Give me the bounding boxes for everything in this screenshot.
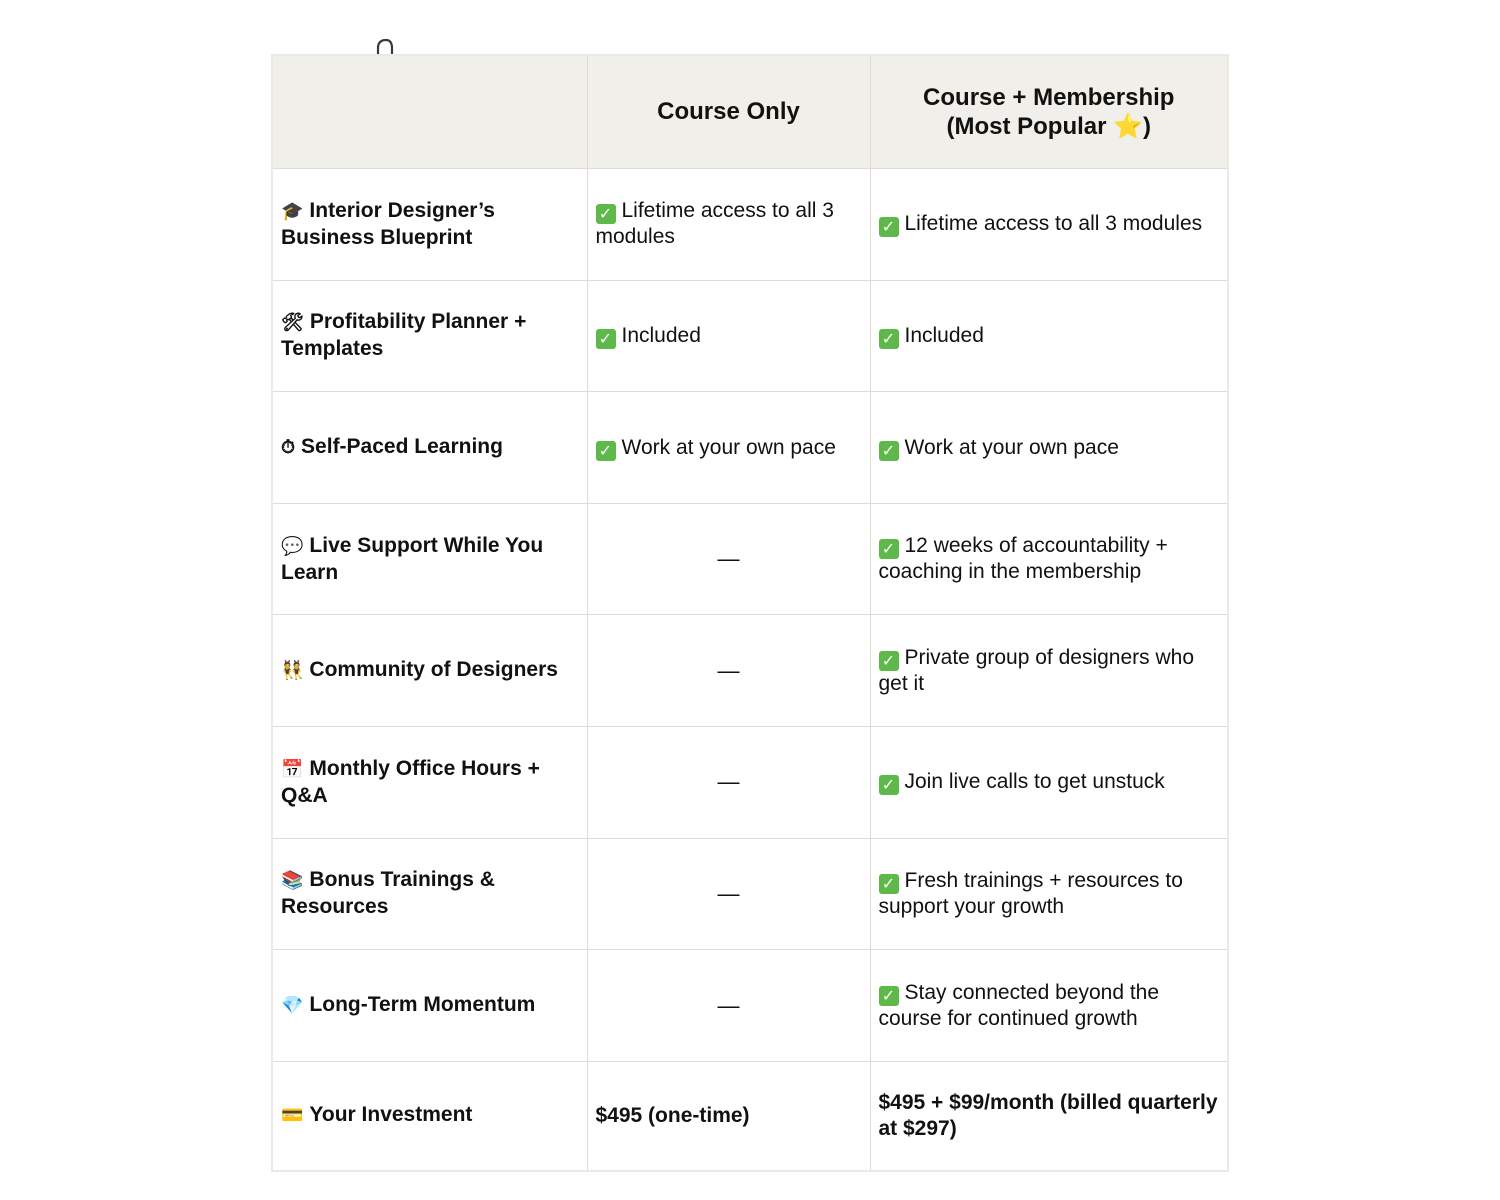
header-most-popular-pre: (Most Popular xyxy=(946,112,1114,140)
checkmark-icon: ✓ xyxy=(879,651,899,671)
feature-label: Community of Designers xyxy=(309,658,558,682)
table-header-row xyxy=(273,56,1227,169)
course-only-cell xyxy=(587,280,870,392)
feature-label: Long-Term Momentum xyxy=(309,993,536,1017)
feature-cell xyxy=(273,280,587,392)
header-course-membership-title: Course + Membership xyxy=(923,83,1175,111)
not-included-dash: — xyxy=(717,880,740,906)
membership-text: 12 weeks of accountability + coaching in the membership xyxy=(878,534,1168,584)
checkmark-icon: ✓ xyxy=(596,441,616,461)
feature-cell xyxy=(273,1061,587,1170)
course-only-cell xyxy=(587,392,870,504)
checkmark-icon: ✓ xyxy=(596,329,616,349)
feature-cell xyxy=(273,727,587,839)
checkmark-icon: ✓ xyxy=(879,217,899,237)
membership-cell xyxy=(870,503,1227,615)
credit-card-icon: 💳 xyxy=(281,1105,304,1127)
feature-label: Profitability Planner + Templates xyxy=(281,310,527,361)
course-only-text: Lifetime access to all 3 modules xyxy=(595,199,834,249)
speech-bubble-icon: 💬 xyxy=(281,535,304,557)
feature-cell xyxy=(273,392,587,504)
membership-cell xyxy=(870,280,1227,392)
course-only-cell xyxy=(587,169,870,281)
tools-icon: 🛠 xyxy=(281,312,304,334)
table-row xyxy=(273,169,1227,281)
course-only-cell xyxy=(587,838,870,950)
feature-label: Your Investment xyxy=(309,1103,473,1127)
feature-cell xyxy=(273,838,587,950)
graduation-cap-icon: 🎓 xyxy=(281,200,304,222)
feature-label: Self-Paced Learning xyxy=(301,435,503,459)
membership-text: Work at your own pace xyxy=(904,435,1119,459)
checkmark-icon: ✓ xyxy=(879,986,899,1006)
course-only-text: Work at your own pace xyxy=(621,435,836,459)
header-course-only: Course Only xyxy=(587,56,870,169)
gem-icon: 💎 xyxy=(281,995,304,1017)
star-icon: ⭐ xyxy=(1113,111,1144,140)
checkmark-icon: ✓ xyxy=(596,204,616,224)
table-row xyxy=(273,615,1227,727)
membership-text: Stay connected beyond the course for continued growth xyxy=(878,980,1160,1030)
course-only-cell xyxy=(587,615,870,727)
course-only-price xyxy=(587,1061,870,1170)
membership-cell xyxy=(870,392,1227,504)
feature-label: Monthly Office Hours + Q&A xyxy=(281,756,540,807)
course-only-cell xyxy=(587,950,870,1062)
membership-cell xyxy=(870,950,1227,1062)
not-included-dash: — xyxy=(717,769,740,795)
not-included-dash: — xyxy=(717,992,740,1018)
feature-label: Live Support While You Learn xyxy=(281,533,544,584)
people-icon: 👯 xyxy=(281,660,304,682)
membership-cell xyxy=(870,169,1227,281)
course-only-cell xyxy=(587,727,870,839)
membership-text: Private group of designers who get it xyxy=(878,645,1194,695)
membership-cell xyxy=(870,838,1227,950)
feature-label: Interior Designer’s Business Blueprint xyxy=(281,198,495,249)
course-only-text: Included xyxy=(621,323,701,347)
table-row xyxy=(273,727,1227,839)
membership-text: Fresh trainings + resources to support your growth xyxy=(878,868,1183,918)
header-course-membership xyxy=(870,56,1227,169)
table-row xyxy=(273,280,1227,392)
membership-cell xyxy=(870,615,1227,727)
feature-cell xyxy=(273,169,587,281)
books-icon: 📚 xyxy=(281,870,304,892)
not-included-dash: — xyxy=(717,546,740,572)
table-row xyxy=(273,392,1227,504)
course-only-price-text: $495 (one-time) xyxy=(595,1103,750,1127)
investment-row xyxy=(273,1061,1227,1170)
course-only-cell xyxy=(587,503,870,615)
header-most-popular-post: ) xyxy=(1143,112,1152,140)
membership-text: Join live calls to get unstuck xyxy=(904,770,1165,794)
membership-text: Included xyxy=(904,323,984,347)
membership-price-text: $495 + $99/month (billed quarterly at $297) xyxy=(878,1090,1218,1140)
feature-cell xyxy=(273,950,587,1062)
calendar-icon: 📅 xyxy=(281,758,304,780)
table-row xyxy=(273,838,1227,950)
checkmark-icon: ✓ xyxy=(879,775,899,795)
membership-cell xyxy=(870,727,1227,839)
feature-cell xyxy=(273,503,587,615)
checkmark-icon: ✓ xyxy=(879,329,899,349)
stopwatch-icon: ⏱ xyxy=(281,437,296,459)
checkmark-icon: ✓ xyxy=(879,539,899,559)
header-feature-column xyxy=(273,56,587,169)
feature-label: Bonus Trainings & Resources xyxy=(281,868,495,919)
feature-cell xyxy=(273,615,587,727)
not-included-dash: — xyxy=(717,657,740,683)
checkmark-icon: ✓ xyxy=(879,441,899,461)
checkmark-icon: ✓ xyxy=(879,874,899,894)
table-row xyxy=(273,503,1227,615)
table-row xyxy=(273,950,1227,1062)
membership-text: Lifetime access to all 3 modules xyxy=(904,212,1203,236)
membership-price xyxy=(870,1061,1227,1170)
comparison-table xyxy=(271,54,1229,1172)
